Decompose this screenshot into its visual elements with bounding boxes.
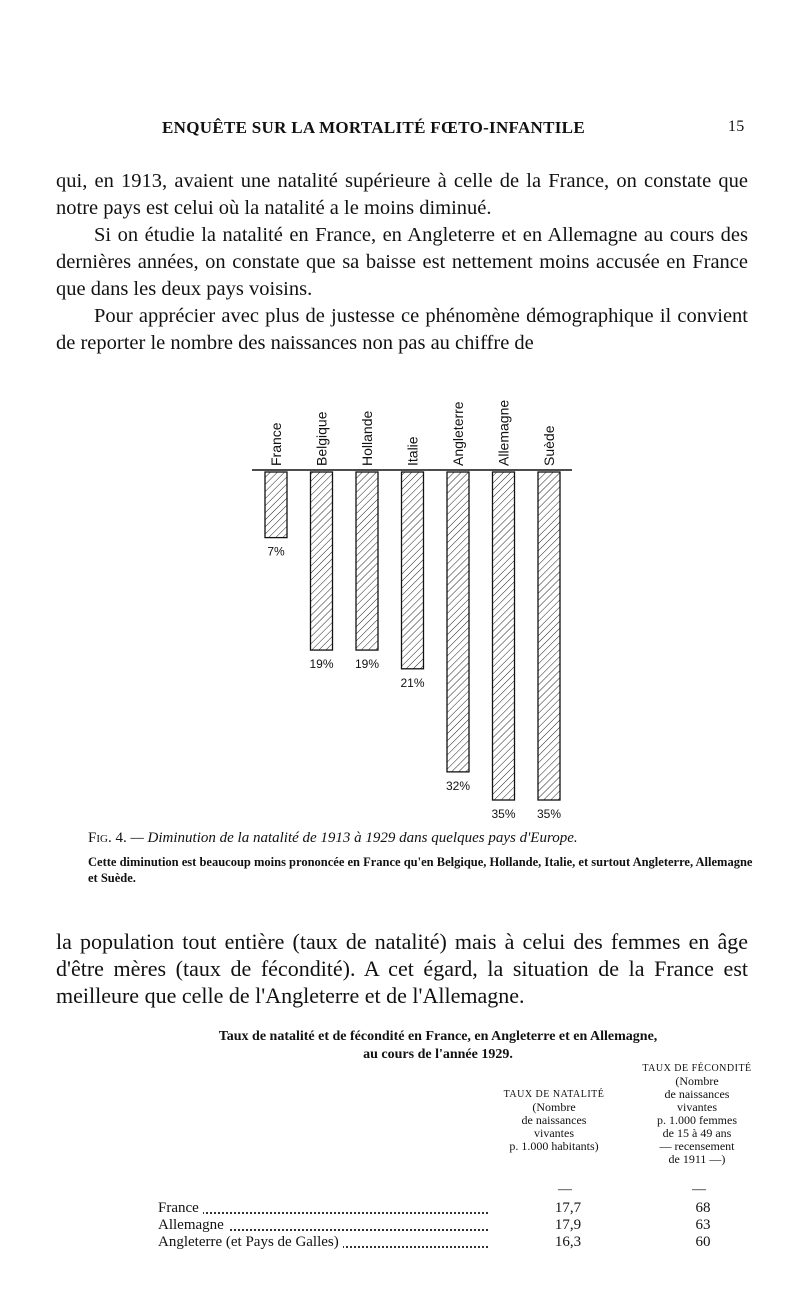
column-header-fecondite-sub: (Nombre <box>675 1074 719 1088</box>
column-header-fecondite-sub: de 1911 —) <box>668 1152 726 1166</box>
column-header-fecondite-title: TAUX DE FÉCONDITÉ <box>642 1063 752 1074</box>
bar-belgique <box>311 472 333 650</box>
header-title: ENQUÊTE SUR LA MORTALITÉ FŒTO-INFANTILE <box>162 118 585 137</box>
category-label: France <box>268 422 284 466</box>
table-title-line-2: au cours de l'année 1929. <box>363 1047 513 1062</box>
value-label: 19% <box>354 657 380 672</box>
value-label: 21% <box>400 675 425 690</box>
row-fecondite: 63 <box>695 1217 711 1233</box>
page-number: 15 <box>728 118 745 135</box>
natality-decline-chart <box>250 372 580 828</box>
category-label: Hollande <box>359 410 375 466</box>
table-title-line-1: Taux de natalité et de fécondité en France, en Angleterre et en Allemagne, <box>218 1029 658 1044</box>
bar-hollande <box>356 472 378 650</box>
bar-suède <box>538 472 560 800</box>
bar-allemagne <box>493 472 515 800</box>
value-label: 7% <box>267 544 285 559</box>
category-label: Suède <box>541 425 557 466</box>
category-label: Italie <box>404 436 421 466</box>
column-header-fecondite-sub: — recensement <box>659 1139 735 1153</box>
rates-table <box>158 1200 718 1251</box>
column-header-natalite-sub: (Nombre <box>532 1100 576 1114</box>
column-header-natalite-sub: de naissances <box>521 1113 587 1127</box>
bar-france <box>265 472 287 538</box>
column-header-natalite <box>486 1088 622 1153</box>
row-natalite: 16,3 <box>554 1234 582 1250</box>
bar-angleterre <box>447 472 469 772</box>
column-header-natalite-sub: vivantes <box>534 1126 574 1140</box>
category-label: Belgique <box>313 411 330 466</box>
leader-dots <box>198 1217 488 1231</box>
paragraph-2 <box>56 928 748 1009</box>
column-header-fecondite <box>624 1062 770 1166</box>
row-country: France <box>158 1200 203 1217</box>
caption-label: Fig. 4. <box>88 830 127 846</box>
row-fecondite: 60 <box>695 1234 711 1250</box>
category-label: Allemagne <box>495 399 512 466</box>
column-header-fecondite-sub: de 15 à 49 ans <box>662 1126 732 1140</box>
value-label: 19% <box>309 657 334 672</box>
category-label: Angleterre <box>450 401 466 466</box>
table-title <box>118 1028 758 1064</box>
value-label: 32% <box>445 778 471 793</box>
caption-title-line <box>88 830 758 846</box>
table-row <box>158 1217 718 1234</box>
caption-text: Cette diminution est beaucoup moins prononcée en France qu'en Belgique, Hollande, Italie, et surtout Angleterre, Allemagne et Suède. <box>88 855 753 885</box>
column-header-natalite-title: TAUX DE NATALITÉ <box>503 1089 605 1100</box>
figure-caption <box>88 830 758 886</box>
paragraph-1-part-2: Si on étudie la natalité en France, en Angleterre et en Allemagne au cours des dernières années, on constate que sa baisse est nettement moins accusée en France que dans les deux pays voisins. <box>56 224 748 300</box>
leader-dots <box>198 1200 488 1214</box>
column-dash: — <box>558 1182 572 1197</box>
paragraph-1-part-3: Pour apprécier avec plus de justesse ce phénomène démographique il convient de reporter le nombre des naissances non pas au chiffre de <box>56 305 748 354</box>
column-header-natalite-sub: p. 1.000 habitants) <box>509 1139 599 1153</box>
row-country: Angleterre (et Pays de Galles) <box>158 1234 343 1251</box>
column-dash: — <box>692 1182 706 1197</box>
caption-title: — Diminution de la natalité de 1913 à 1929 dans quelques pays d'Europe. <box>130 830 578 846</box>
column-header-fecondite-sub: de naissances <box>664 1087 730 1101</box>
table-row <box>158 1200 718 1217</box>
column-header-fecondite-sub: p. 1.000 femmes <box>657 1113 737 1127</box>
column-header-fecondite-sub: vivantes <box>677 1100 717 1114</box>
value-label: 35% <box>536 807 562 821</box>
row-country: Allemagne <box>158 1217 228 1234</box>
row-natalite: 17,7 <box>554 1200 582 1216</box>
running-header <box>162 118 762 138</box>
paragraph-1-part-1: qui, en 1913, avaient une natalité supérieure à celle de la France, on constate que notre pays est celui où la natalité a le moins diminué. <box>56 170 748 219</box>
row-fecondite: 68 <box>695 1200 711 1216</box>
paragraph-2-text: la population tout entière (taux de natalité) mais à celui des femmes en âge d'être mères (taux de fécondité). A cet égard, la situation de la France est meilleure que celle de l'Angleterre et de l'Allemagne. <box>56 929 748 1008</box>
row-natalite: 17,9 <box>554 1217 582 1233</box>
table-row <box>158 1234 718 1251</box>
bar-italie <box>402 472 424 669</box>
paragraph-1 <box>56 168 748 357</box>
value-label: 35% <box>491 807 516 821</box>
